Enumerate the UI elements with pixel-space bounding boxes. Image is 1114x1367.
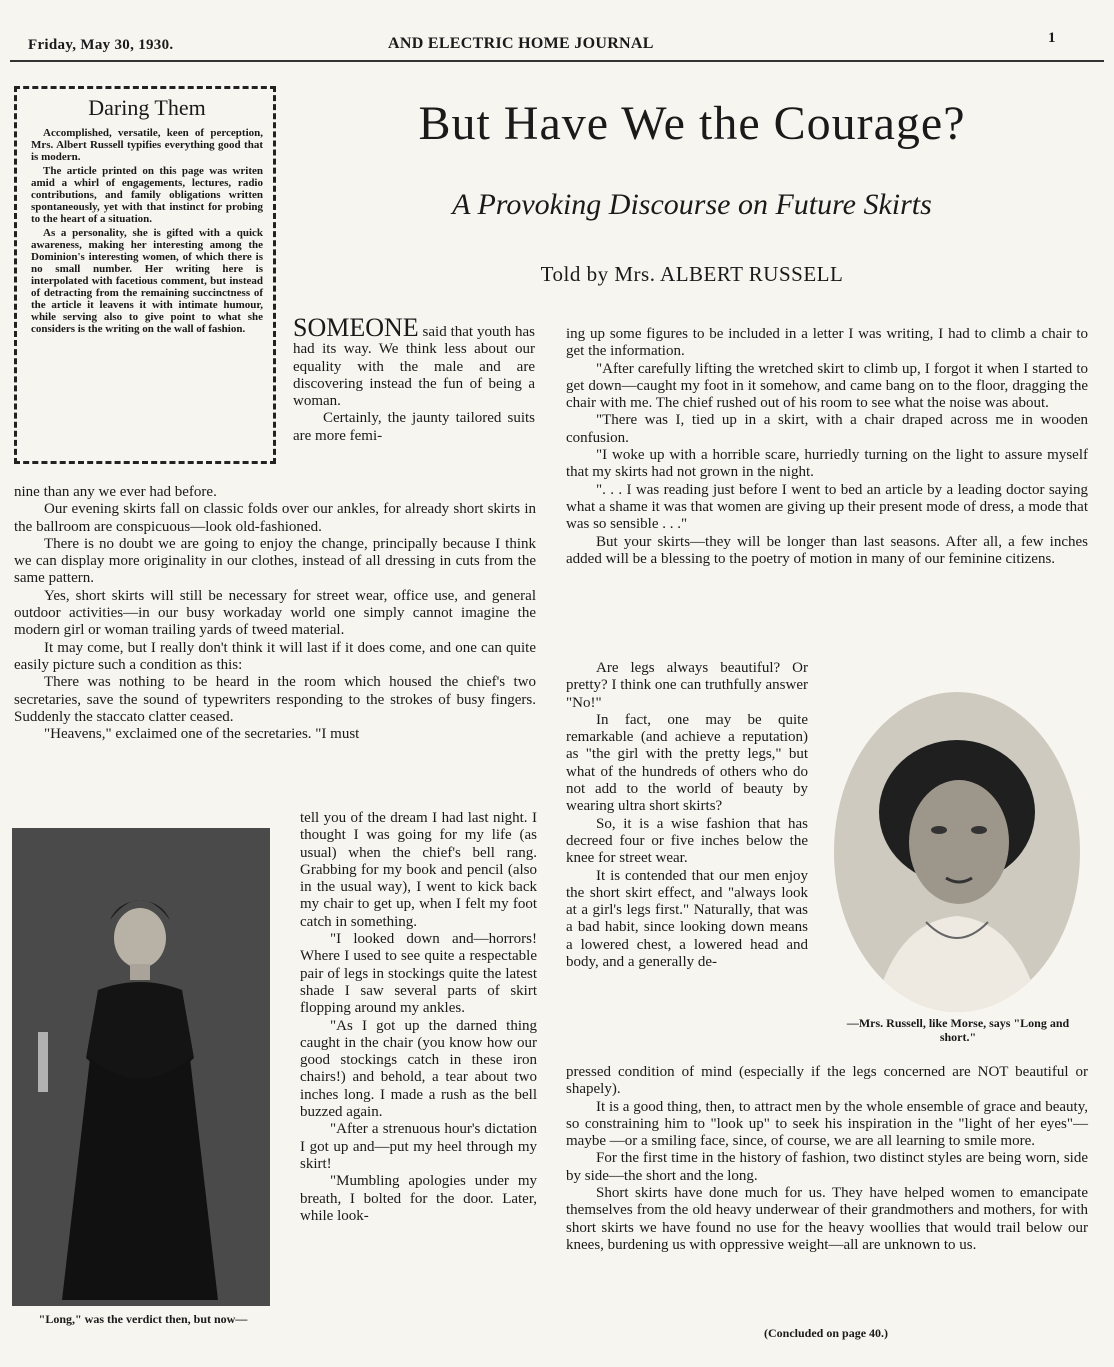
body-paragraph: "Heavens," exclaimed one of the secretaries. "I must: [44, 726, 360, 743]
body-paragraph: Our evening skirts fall on classic folds over our ankles, for already short skirts in the ballroom are conspicuous—look old-fashioned.: [14, 501, 536, 535]
body-paragraph: "After a strenuous hour's dictation I got up and—put my heel through my skirt!: [300, 1121, 537, 1172]
body-paragraph: Short skirts have done much for us. They have helped women to emancipate themselves from the old heavy underwear of their grandmothers and mothers, for with short skirts we have found no use for the heavy woollies that would trail below our knees, burdening us with oppressive weight—all are unknown to us.: [566, 1185, 1088, 1253]
body-paragraph: There was nothing to be heard in the room which housed the chief's two secretaries, save the sound of typewriters responding to the strokes of busy fingers. Suddenly the staccato clatter ceased.: [14, 674, 536, 725]
article-byline: Told by Mrs. ALBERT RUSSELL: [540, 262, 844, 286]
beside-photo-column: [300, 810, 537, 1225]
article-subtitle: A Provoking Discourse on Future Skirts: [452, 188, 932, 221]
journal-name: AND ELECTRIC HOME JOURNAL: [388, 35, 654, 52]
body-paragraph: "There was I, tied up in a skirt, with a chair draped across me in wooden confusion.: [566, 412, 1088, 446]
sidebar-paragraph: Accomplished, versatile, keen of perception, Mrs. Albert Russell typifies everything good that is modern.: [31, 127, 263, 163]
article-title: But Have We the Courage?: [418, 97, 966, 150]
dropcap-word: SOMEONE: [293, 313, 419, 342]
right-column-top: [566, 326, 1088, 568]
intro-text: said that youth has had its way. We think less about our equality with the male and are discovering instead the fun of being a woman.: [293, 324, 535, 410]
portrait-illustration: [834, 692, 1080, 1012]
header-rule: [10, 60, 1104, 62]
photo-mrs-russell: [834, 692, 1080, 1012]
right-photo-caption: —Mrs. Russell, like Morse, says "Long and short.": [846, 1016, 1070, 1044]
issue-date: Friday, May 30, 1930.: [28, 37, 174, 53]
body-paragraph: "I woke up with a horrible scare, hurriedly turning on the light to assure myself that my skirts had not grown in the night.: [566, 447, 1088, 481]
body-paragraph: nine than any we ever had before.: [14, 484, 217, 500]
body-paragraph: It is contended that our men enjoy the short skirt effect, and "always look at a girl's legs first." Naturally, that was a bad habit, since looking down means a lowered chest, a lowered head and body, and a generally de-: [566, 867, 808, 971]
sidebar-daring-them: [14, 86, 276, 464]
right-column-bottom: [566, 1064, 1088, 1254]
right-narrow-column: [566, 660, 808, 971]
body-paragraph: There is no doubt we are going to enjoy the change, principally because I think we can display more originality in our clothes, instead of all dressing in cuts from the same pattern.: [14, 535, 536, 587]
body-paragraph: Are legs always beautiful? Or pretty? I think one can truthfully answer "No!": [566, 660, 808, 711]
intro-paragraph: [293, 313, 535, 410]
photo-long-dress: [12, 828, 270, 1306]
sidebar-heading: Daring Them: [88, 95, 206, 120]
body-paragraph: tell you of the dream I had last night. I thought I was going for my life (as usual) when the chief's bell rang. Grabbing for my book and pencil (also in the usual way), I went to kick back my chair to get up, when I felt my foot catch in something.: [300, 810, 537, 930]
body-paragraph: Yes, short skirts will still be necessary for street wear, office use, and general outdoor activities—in our busy workaday world one simply cannot imagine the modern girl or woman trailing yards of tweed material.: [14, 587, 536, 639]
body-paragraph: "I looked down and—horrors! Where I used to see quite a respectable pair of legs in stockings quite the latest shade I saw several parts of skirt flopping around my ankles.: [300, 931, 537, 1017]
body-paragraph: ing up some figures to be included in a letter I was writing, I had to climb a chair to get the information.: [566, 326, 1088, 360]
body-paragraph: But your skirts—they will be longer than last seasons. After all, a few inches added will be a blessing to the poetry of motion in many of our feminine citizens.: [566, 533, 1088, 567]
left-column-text: [14, 484, 536, 743]
woman-long-dress-illustration: [12, 828, 270, 1306]
body-paragraph: ". . . I was reading just before I went to bed an article by a leading doctor saying what a shame it was that women are giving up their present mode of dress, a mode that was so sensible . . .": [566, 481, 1088, 533]
sidebar-paragraph: The article printed on this page was writen amid a whirl of engagements, lectures, radio contributions, and family obligations written spontaneously, yet with that instinct for probing to the heart of a situation.: [31, 165, 263, 225]
intro-column: [293, 313, 535, 445]
intro-paragraph: Certainly, the jaunty tailored suits are more femi-: [293, 410, 535, 444]
continued-note: (Concluded on page 40.): [764, 1326, 889, 1340]
body-paragraph: "As I got up the darned thing caught in the chair (you know how our good stockings catch in these iron chairs!) and behold, a tear about two inches long. I made a rush as the bell buzzed again.: [300, 1017, 537, 1121]
body-paragraph: "After carefully lifting the wretched skirt to climb up, I forgot it when I started to get down—caught my foot in it somehow, and came bang on to the floor, dragging the chair with me. The chief rushed out of his room to see what the noise was about.: [566, 360, 1088, 412]
body-paragraph: pressed condition of mind (especially if the legs concerned are NOT beautiful or shapely).: [566, 1064, 1088, 1098]
body-paragraph: It may come, but I really don't think it will last if it does come, and one can quite easily picture such a condition as this:: [14, 639, 536, 673]
body-paragraph: It is a good thing, then, to attract men by the whole ensemble of grace and beauty, so constraining him to "look up" to seek his inspiration in the "light of her eyes"—maybe —or a smiling face, since, of course, we are all learning to smile more.: [566, 1098, 1088, 1150]
sidebar-paragraph: As a personality, she is gifted with a quick awareness, making her interesting among the Dominion's interesting women, of which there is no small number. Her writing here is interpolated with facetious comment, but instead of detracting from the remaining succinctness of the article it leavens it with intimate humour, while serving also to give point to what she considers is the writing on the wall of fashion.: [31, 227, 263, 335]
page-number: 1: [1048, 30, 1056, 46]
body-paragraph: So, it is a wise fashion that has decreed four or five inches below the knee for street wear.: [566, 815, 808, 867]
body-paragraph: In fact, one may be quite remarkable (and achieve a reputation) as "the girl with the pretty legs," but what of the hundreds of others who do not add to the world of beauty by wearing ultra short skirts?: [566, 711, 808, 815]
body-paragraph: For the first time in the history of fashion, two distinct styles are being worn, side by side—the short and the long.: [566, 1150, 1088, 1184]
body-paragraph: "Mumbling apologies under my breath, I bolted for the door. Later, while look-: [300, 1173, 537, 1224]
left-photo-caption: "Long," was the verdict then, but now—: [38, 1312, 248, 1326]
